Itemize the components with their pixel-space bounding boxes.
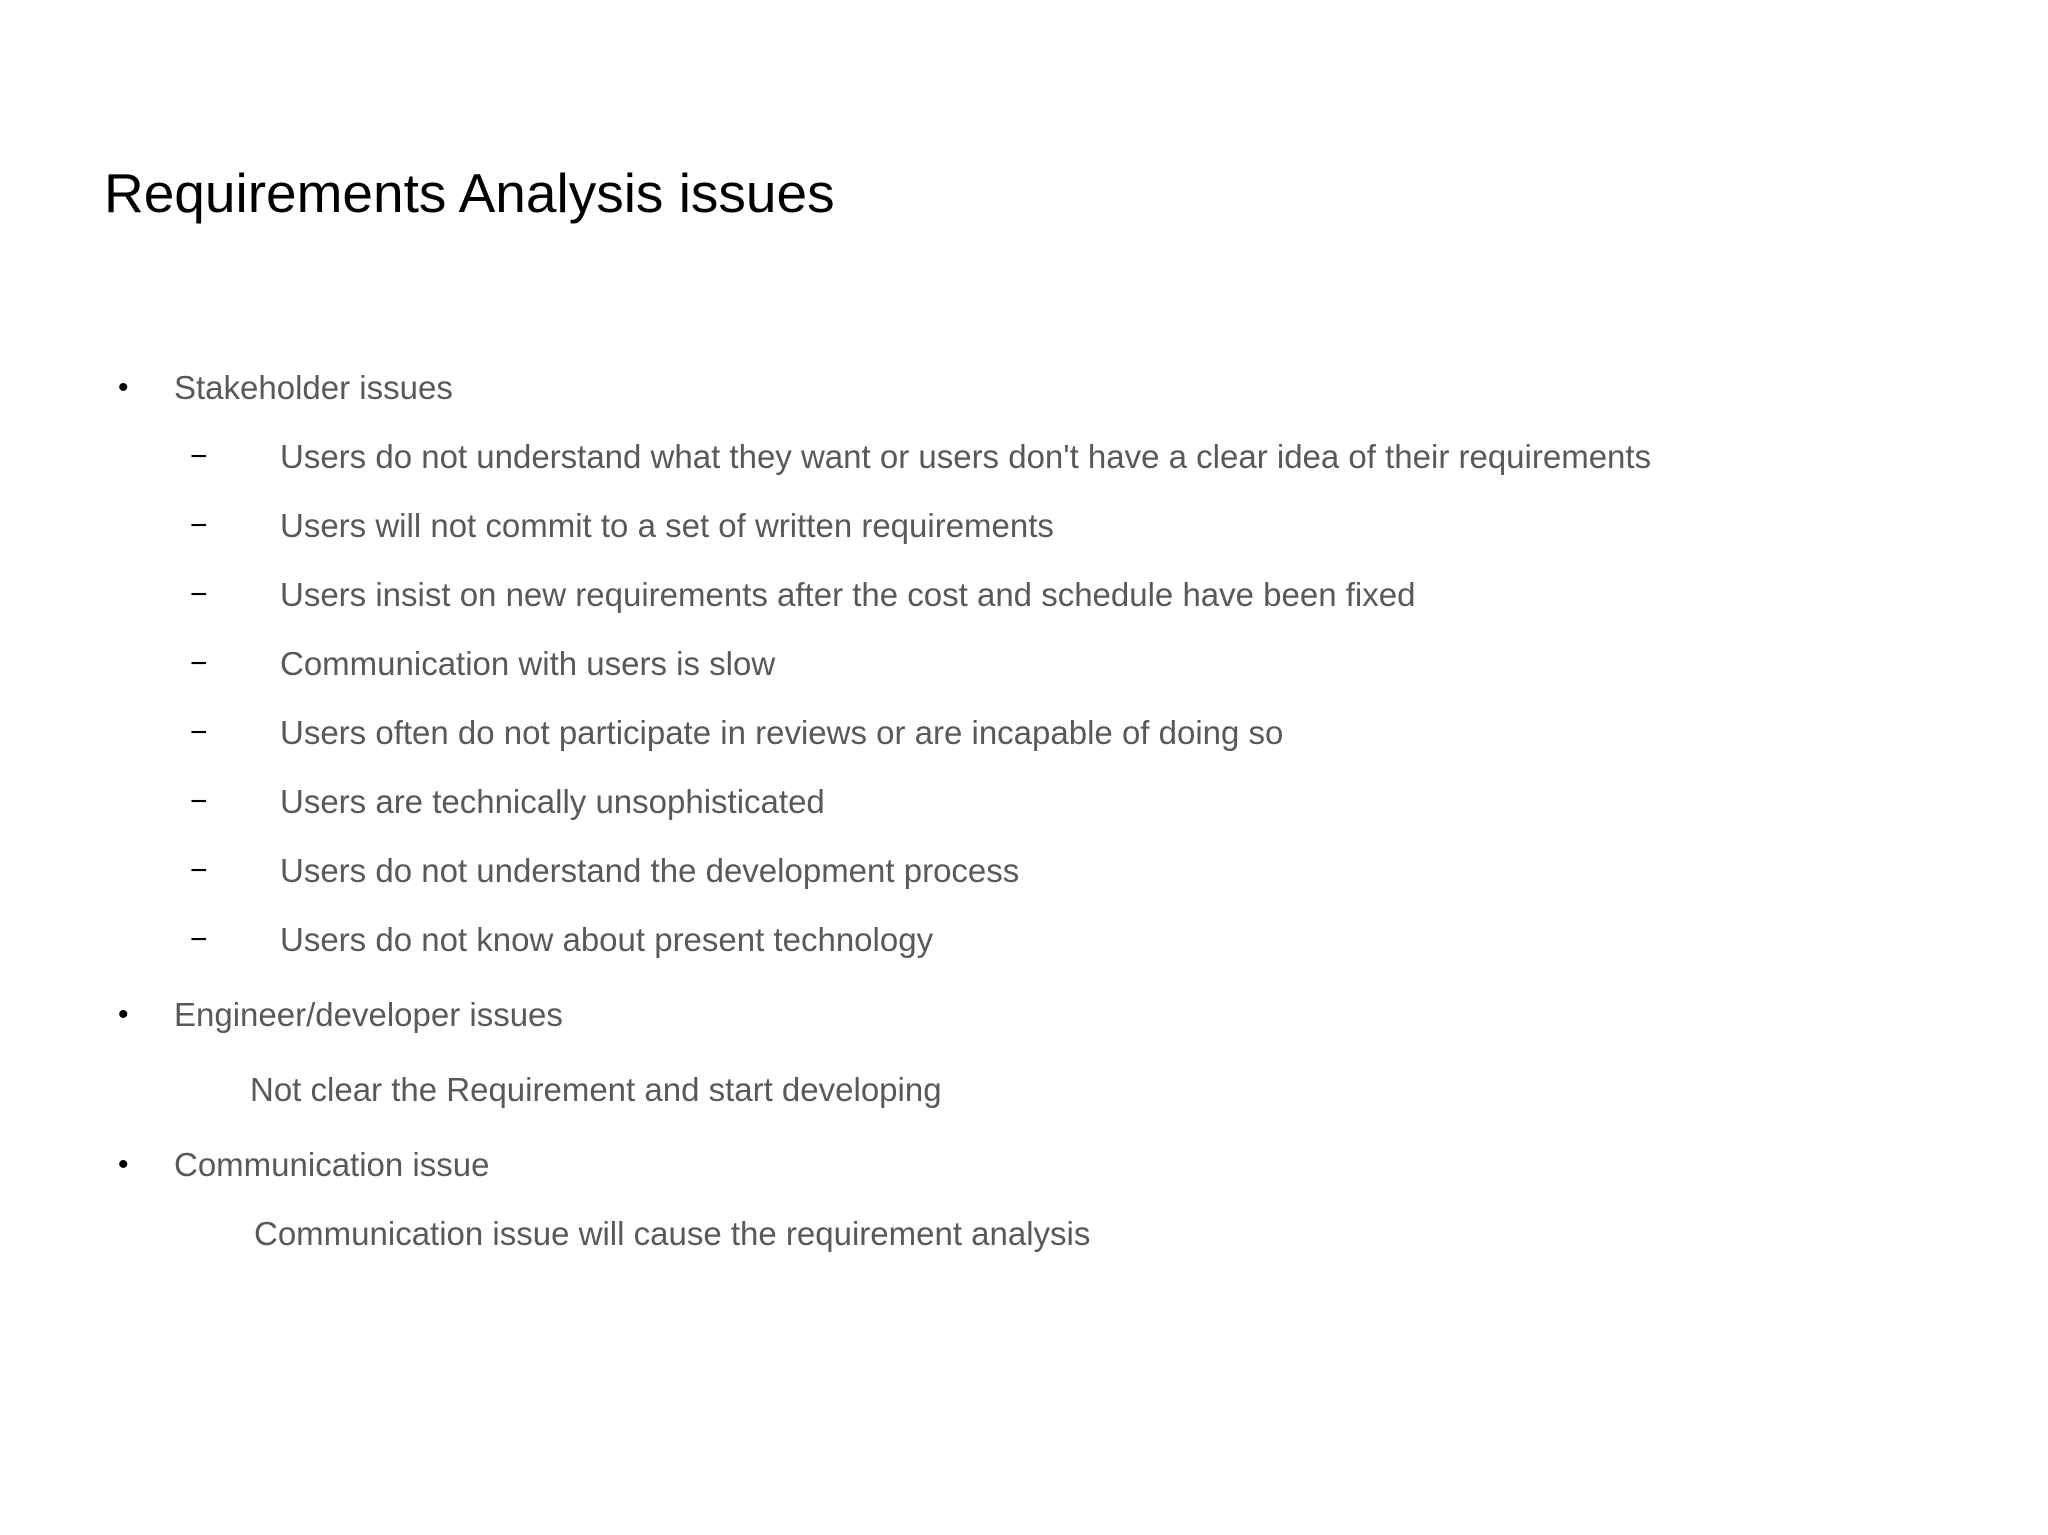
dash-icon: −: [190, 716, 208, 749]
list-item: Communication with users is slow: [280, 645, 776, 682]
list-item: Users do not understand the development process: [280, 852, 1020, 889]
dash-icon: −: [190, 923, 208, 956]
dash-icon: −: [190, 854, 208, 887]
dash-icon: −: [190, 578, 208, 611]
bullet-icon: •: [118, 998, 129, 1031]
dash-icon: −: [190, 509, 208, 542]
list-item: Users often do not participate in reviews or are incapable of doing so: [280, 714, 1284, 751]
section-heading-stakeholder: Stakeholder issues: [174, 369, 453, 406]
section-heading-communication: Communication issue: [174, 1146, 490, 1183]
slide-title: Requirements Analysis issues: [104, 162, 835, 224]
list-item: Users insist on new requirements after the cost and schedule have been fixed: [280, 576, 1416, 613]
bullet-icon: •: [118, 371, 129, 404]
list-item: Users do not know about present technology: [280, 921, 934, 958]
section-note-communication: Communication issue will cause the requirement analysis: [254, 1215, 1091, 1252]
section-note-engineer: Not clear the Requirement and start developing: [250, 1071, 942, 1108]
dash-icon: −: [190, 440, 208, 473]
list-item: Users will not commit to a set of written requirements: [280, 507, 1054, 544]
list-item: Users are technically unsophisticated: [280, 783, 825, 820]
section-heading-engineer: Engineer/developer issues: [174, 996, 563, 1033]
bullet-icon: •: [118, 1148, 129, 1181]
dash-icon: −: [190, 785, 208, 818]
list-item: Users do not understand what they want or users don't have a clear idea of their requirements: [280, 438, 1652, 475]
dash-icon: −: [190, 647, 208, 680]
